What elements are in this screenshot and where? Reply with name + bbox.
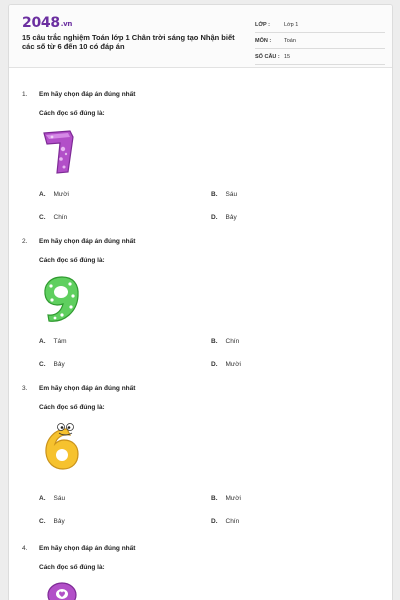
option-letter: B. [211, 338, 218, 345]
option-text: Chín [225, 518, 240, 525]
option-letter: A. [39, 495, 46, 502]
option-letter: C. [39, 361, 46, 368]
option-text: Bảy [225, 214, 237, 221]
question-prompt: Cách đọc số đúng là: [39, 564, 105, 571]
option-d[interactable] [211, 518, 239, 525]
option-letter: D. [211, 361, 218, 368]
question-prompt: Cách đọc số đúng là: [39, 404, 105, 411]
site-logo[interactable] [22, 15, 72, 31]
option-b[interactable] [211, 495, 241, 502]
option-c[interactable] [39, 518, 65, 525]
question-stem: Em hãy chọn đáp án đúng nhất [39, 238, 136, 245]
option-text: Sáu [53, 495, 66, 502]
option-b[interactable] [211, 338, 239, 345]
worksheet [8, 4, 393, 600]
option-c[interactable] [39, 361, 65, 368]
number-9-icon [37, 274, 87, 324]
option-a[interactable] [39, 338, 67, 345]
logo-suffix: .vn [60, 20, 73, 28]
number-6-icon [37, 421, 87, 471]
logo-text: 2048 [22, 15, 60, 31]
option-c[interactable] [39, 214, 67, 221]
meta-key: SỐ CÂU : [255, 53, 280, 60]
meta-key: MÔN : [255, 37, 272, 44]
option-letter: C. [39, 214, 46, 221]
question-stem: Em hãy chọn đáp án đúng nhất [39, 385, 136, 392]
number-7-icon [37, 127, 87, 177]
option-a[interactable] [39, 191, 69, 198]
option-letter: C. [39, 518, 46, 525]
option-text: Mười [225, 495, 241, 502]
question-number: 1. [22, 91, 28, 98]
option-a[interactable] [39, 495, 65, 502]
worksheet-title: 15 câu trắc nghiệm Toán lớp 1 Chân trời sáng tạo Nhận biết các số từ 6 đến 10 có đáp án [22, 33, 235, 51]
option-text: Bảy [53, 518, 65, 525]
meta-key: LỚP : [255, 21, 270, 28]
meta-value: Toán [284, 37, 296, 44]
option-text: Chín [225, 338, 240, 345]
option-letter: D. [211, 518, 218, 525]
option-text: Mười [53, 191, 69, 198]
option-letter: B. [211, 191, 218, 198]
meta-row-subject [255, 33, 385, 49]
question-stem: Em hãy chọn đáp án đúng nhất [39, 91, 136, 98]
option-b[interactable] [211, 191, 237, 198]
meta-value: Lớp 1 [284, 21, 299, 28]
worksheet-header [9, 5, 392, 68]
option-text: Tám [53, 338, 67, 345]
option-text: Bảy [53, 361, 65, 368]
question-stem: Em hãy chọn đáp án đúng nhất [39, 545, 136, 552]
question-number: 4. [22, 545, 28, 552]
question-prompt: Cách đọc số đúng là: [39, 110, 105, 117]
option-text: Sáu [225, 191, 238, 198]
question-prompt: Cách đọc số đúng là: [39, 257, 105, 264]
meta-value: 15 [284, 53, 291, 60]
question-number: 2. [22, 238, 28, 245]
option-letter: D. [211, 214, 218, 221]
meta-row-class [255, 17, 385, 33]
option-text: Mười [225, 361, 241, 368]
meta-row-count [255, 49, 385, 65]
option-d[interactable] [211, 361, 241, 368]
option-letter: A. [39, 191, 46, 198]
number-8-icon [37, 581, 87, 600]
option-text: Chín [53, 214, 68, 221]
question-number: 3. [22, 385, 28, 392]
option-d[interactable] [211, 214, 237, 221]
option-letter: B. [211, 495, 218, 502]
option-letter: A. [39, 338, 46, 345]
worksheet-meta [255, 17, 385, 65]
